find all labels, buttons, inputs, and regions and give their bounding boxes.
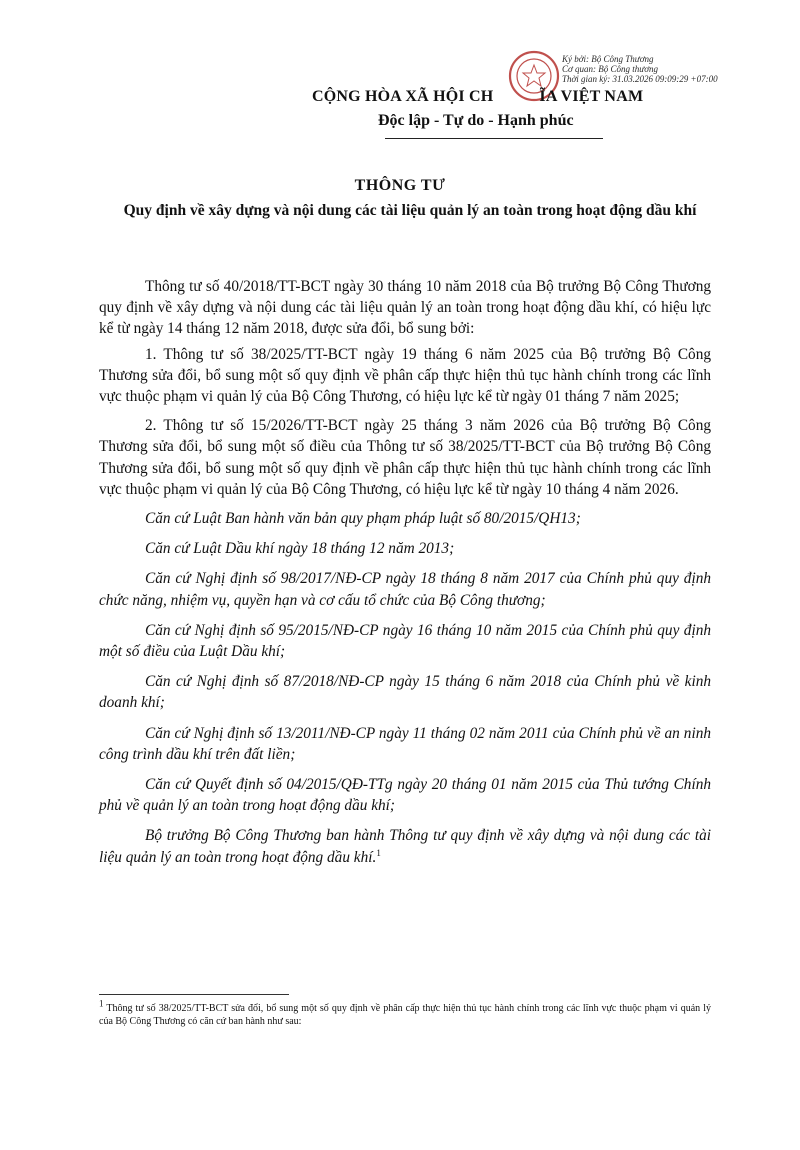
motto-underline	[385, 138, 603, 139]
legal-basis: Căn cứ Nghị định số 98/2017/NĐ-CP ngày 18 tháng 8 năm 2017 của Chính phủ quy định chức năng, nhiệm vụ, quyền hạn và cơ cấu tổ chức của Bộ Công thương;	[99, 570, 711, 609]
footnote-reference[interactable]: 1	[376, 847, 381, 858]
signature-agency: Cơ quan: Bộ Công thương	[562, 64, 659, 74]
legal-basis: Căn cứ Nghị định số 87/2018/NĐ-CP ngày 15 tháng 6 năm 2018 của Chính phủ về kinh doanh khí;	[99, 673, 711, 712]
legal-basis: Căn cứ Nghị định số 95/2015/NĐ-CP ngày 16 tháng 10 năm 2015 của Chính phủ quy định một số điều của Luật Dầu khí;	[99, 621, 711, 661]
digital-signature-info	[562, 54, 798, 84]
intro-paragraph: Thông tư số 40/2018/TT-BCT ngày 30 tháng 10 năm 2018 của Bộ trưởng Bộ Công Thương quy định về xây dựng và nội dung các tài liệu quản lý an toàn trong hoạt động dầu khí, có hiệu lực kể từ ngày 14 tháng 12 năm 2018, được sửa đổi, bổ sung bởi:	[99, 278, 711, 338]
footnote-divider	[99, 994, 289, 995]
legal-basis: Căn cứ Nghị định số 13/2011/NĐ-CP ngày 11 tháng 02 năm 2011 của Chính phủ về an ninh công trình dầu khí trên đất liền;	[99, 724, 711, 763]
document-type: THÔNG TƯ	[354, 177, 446, 194]
signature-time: Thời gian ký: 31.03.2026 09:09:29 +07:00	[562, 74, 718, 84]
amendment-item: 1. Thông tư số 38/2025/TT-BCT ngày 19 tháng 6 năm 2025 của Bộ trưởng Bộ Công Thương sửa đổi, bổ sung một số quy định về phân cấp thực hiện thủ tục hành chính trong các lĩnh vực thuộc phạm vi quản lý của Bộ Công Thương, có hiệu lực kể từ ngày 01 tháng 7 năm 2025;	[99, 345, 711, 406]
signature-signer: Ký bởi: Bộ Công Thương	[562, 54, 654, 64]
legal-basis: Căn cứ Quyết định số 04/2015/QĐ-TTg ngày 20 tháng 01 năm 2015 của Thủ tướng Chính phủ về quản lý an toàn trong hoạt động dầu khí;	[99, 776, 711, 815]
footnote	[99, 998, 711, 1028]
national-name: CỘNG HÒA XÃ HỘI CH ĨA VIỆT NAM	[312, 88, 644, 105]
document-body	[99, 276, 711, 877]
amendment-item: 2. Thông tư số 15/2026/TT-BCT ngày 25 tháng 3 năm 2026 của Bộ trưởng Bộ Công Thương sửa đổi, bổ sung một số điều của Thông tư số 38/2025/TT-BCT của Bộ trưởng Bộ Công Thương sửa đổi, bổ sung một số quy định về phân cấp thực hiện thủ tục hành chính trong các lĩnh vực thuộc phạm vi quản lý của Bộ Công Thương, có hiệu lực kể từ ngày 10 tháng 4 năm 2026.	[99, 417, 711, 498]
enactment-clause: Bộ trưởng Bộ Công Thương ban hành Thông tư quy định về xây dựng và nội dung các tài liệu quản lý an toàn trong hoạt động dầu khí.$^1$	[99, 827, 711, 866]
national-motto: Độc lập - Tự do - Hạnh phúc	[378, 112, 574, 129]
footnote-text: Thông tư số 38/2025/TT-BCT sửa đổi, bổ sung một số quy định về phân cấp thực hiện thủ tục hành chính trong các lĩnh vực thuộc phạm vi quản lý của Bộ Công Thương có căn cứ ban hành như sau:	[99, 1003, 711, 1027]
document-subject: Quy định về xây dựng và nội dung các tài liệu quản lý an toàn trong hoạt động dầu khí	[123, 202, 697, 219]
footnote-mark: 1	[99, 998, 104, 1009]
legal-basis: Căn cứ Luật Ban hành văn bản quy phạm pháp luật số 80/2015/QH13;	[145, 510, 581, 528]
legal-basis: Căn cứ Luật Dầu khí ngày 18 tháng 12 năm 2013;	[145, 540, 455, 558]
